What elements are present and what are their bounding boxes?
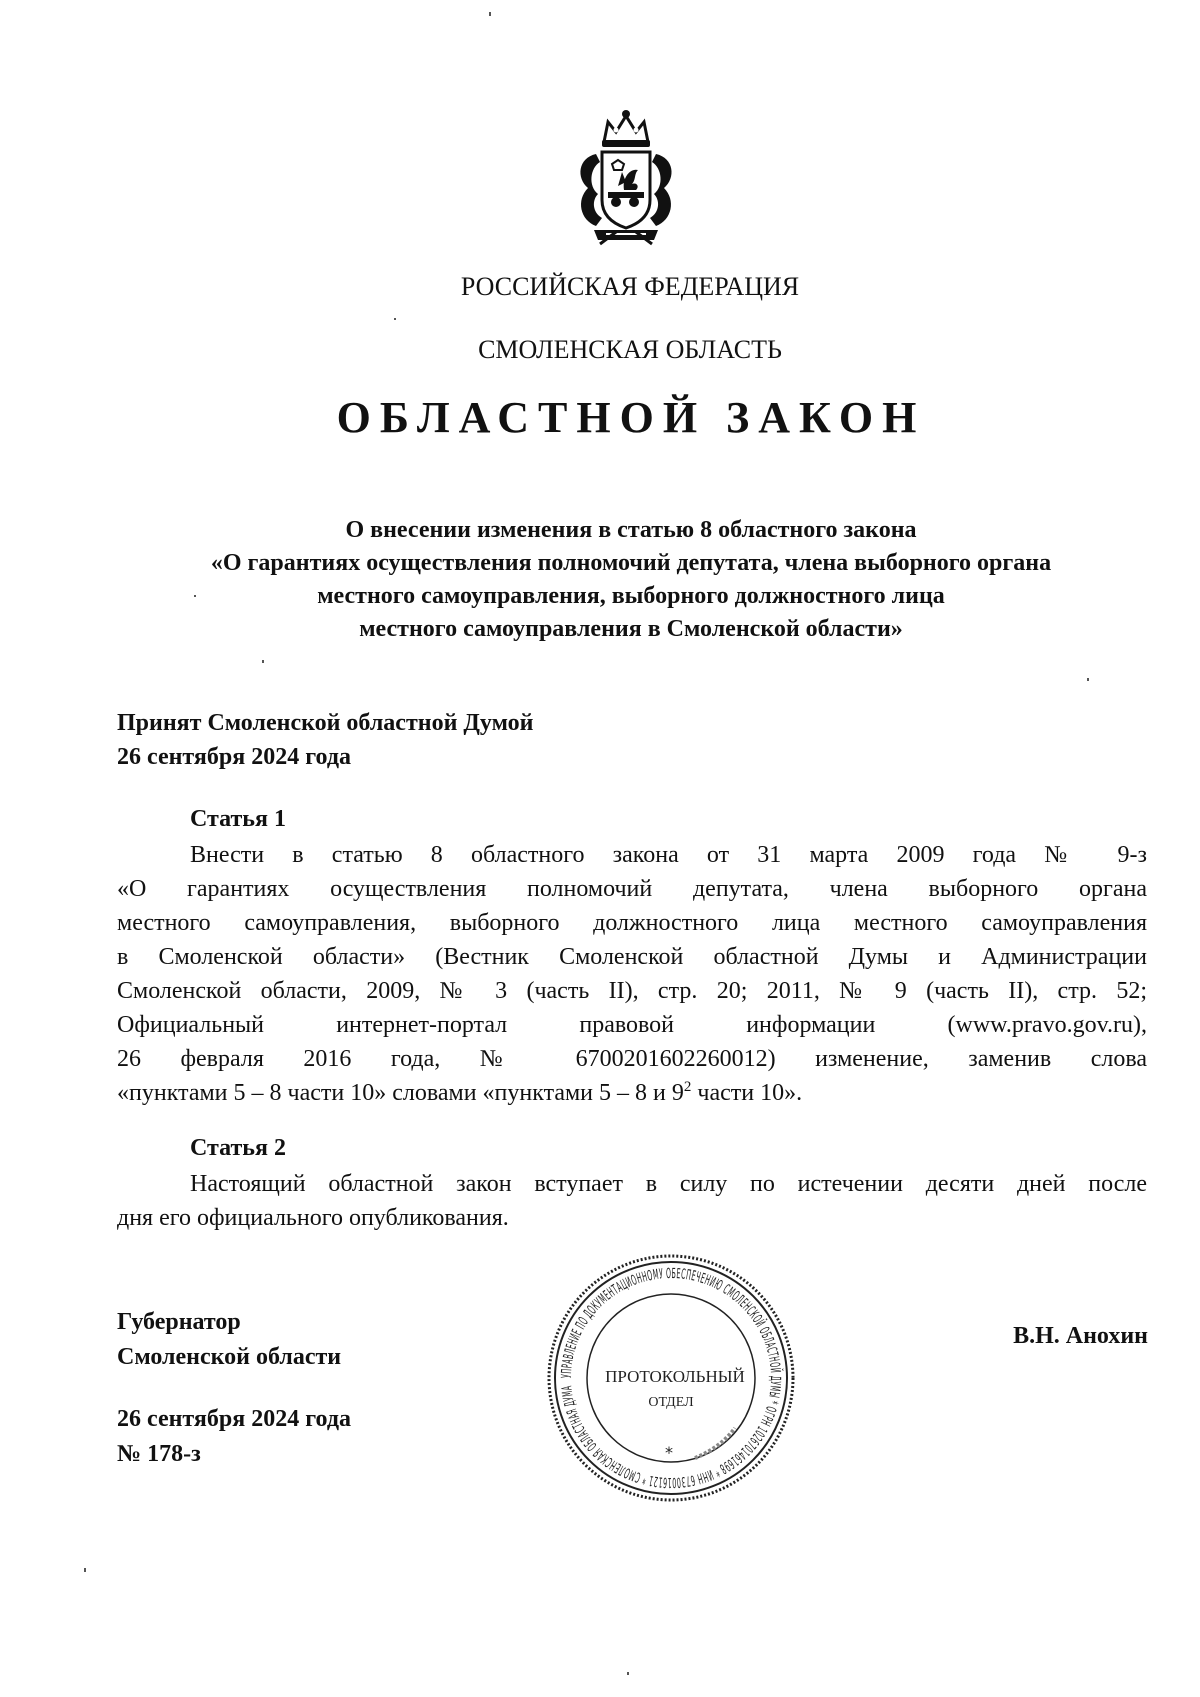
adoption-date: 26 сентября 2024 года — [117, 744, 351, 770]
signing-date: 26 сентября 2024 года — [117, 1406, 351, 1432]
law-title-line: «О гарантиях осуществления полномочий депутата, члена выборного органа — [210, 550, 1052, 576]
law-number: № 178-з — [117, 1441, 201, 1467]
article-1-line: 26 февраля 2016 года, № 6700201602260012) изменение, заменив слова — [117, 1046, 1147, 1072]
article-2-text — [117, 1167, 1147, 1235]
article-2-heading: Статья 2 — [190, 1135, 286, 1161]
article-1-last-line — [117, 1076, 1147, 1110]
law-title-line: местного самоуправления, выборного должностного лица — [317, 583, 945, 609]
law-title-line: О внесении изменения в статью 8 областного закона — [345, 517, 917, 543]
region-heading: СМОЛЕНСКАЯ ОБЛАСТЬ — [478, 335, 782, 364]
stamp-outer-text: УПРАВЛЕНИЕ ПО ДОКУМЕНТАЦИОННОМУ ОБЕСПЕЧЕНИЮ СМОЛЕНСКОЙ ОБЛАСТНОЙ ДУМЫ * ОГРН 1026701461698 * ИНН 6730016121 * СМОЛЕНСКАЯ ОБЛАСТНАЯ ДУМА — [558, 1265, 784, 1491]
article-1-line-part: части 10». — [691, 1080, 803, 1106]
official-stamp-icon — [545, 1252, 797, 1504]
scan-speck — [194, 595, 196, 597]
signatory-title-line: Смоленской области — [117, 1344, 342, 1370]
adoption-note — [117, 706, 533, 774]
article-1-text — [117, 838, 1147, 1110]
article-1-line: Внести в статью 8 областного закона от 31 марта 2009 года № 9-з — [190, 842, 1147, 868]
adoption-body: Принят Смоленской областной Думой — [117, 710, 534, 736]
article-1-line-part: «пунктами 5 – 8 части 10» словами «пунктами 5 – 8 и 9 — [117, 1080, 684, 1106]
scan-speck — [84, 1568, 86, 1572]
article-1-line: Смоленской области, 2009, № 3 (часть II), стр. 20; 2011, № 9 (часть II), стр. 52; — [117, 978, 1147, 1004]
scan-speck — [489, 12, 491, 16]
scan-speck — [262, 660, 264, 663]
signing-info — [117, 1402, 351, 1472]
article-2-line: дня его официального опубликования. — [117, 1205, 509, 1231]
article-1-heading: Статья 1 — [190, 806, 286, 832]
article-1-line: местного самоуправления, выборного должностного лица местного самоуправления — [117, 910, 1147, 936]
country-heading: РОССИЙСКАЯ ФЕДЕРАЦИЯ — [460, 272, 800, 301]
article-2-line: Настоящий областной закон вступает в силу по истечении десяти дней после — [190, 1171, 1147, 1197]
signatory-name: В.Н. Анохин — [1013, 1323, 1148, 1349]
stamp-center-line: ОТДЕЛ — [648, 1395, 694, 1410]
star-icon: * — [665, 1443, 673, 1462]
article-1-line: в Смоленской области» (Вестник Смоленской областной Думы и Администрации — [117, 944, 1147, 970]
scan-speck — [627, 1672, 629, 1675]
law-title — [100, 514, 1162, 646]
document-type-heading: ОБЛАСТНОЙ ЗАКОН — [336, 393, 926, 442]
article-1-line: Официальный интернет-портал правовой информации (www.pravo.gov.ru), — [117, 1012, 1147, 1038]
scan-speck — [1087, 678, 1089, 681]
article-1-line: «О гарантиях осуществления полномочий депутата, члена выборного органа — [117, 876, 1147, 902]
signatory-title — [117, 1305, 341, 1375]
law-title-line: местного самоуправления в Смоленской области» — [359, 616, 903, 642]
coat-of-arms-icon — [566, 108, 686, 248]
scan-speck — [394, 318, 396, 320]
signatory-title-line: Губернатор — [117, 1309, 241, 1335]
stamp-center-line: ПРОТОКОЛЬНЫЙ — [605, 1367, 745, 1386]
superscript: 2 — [683, 1079, 692, 1095]
